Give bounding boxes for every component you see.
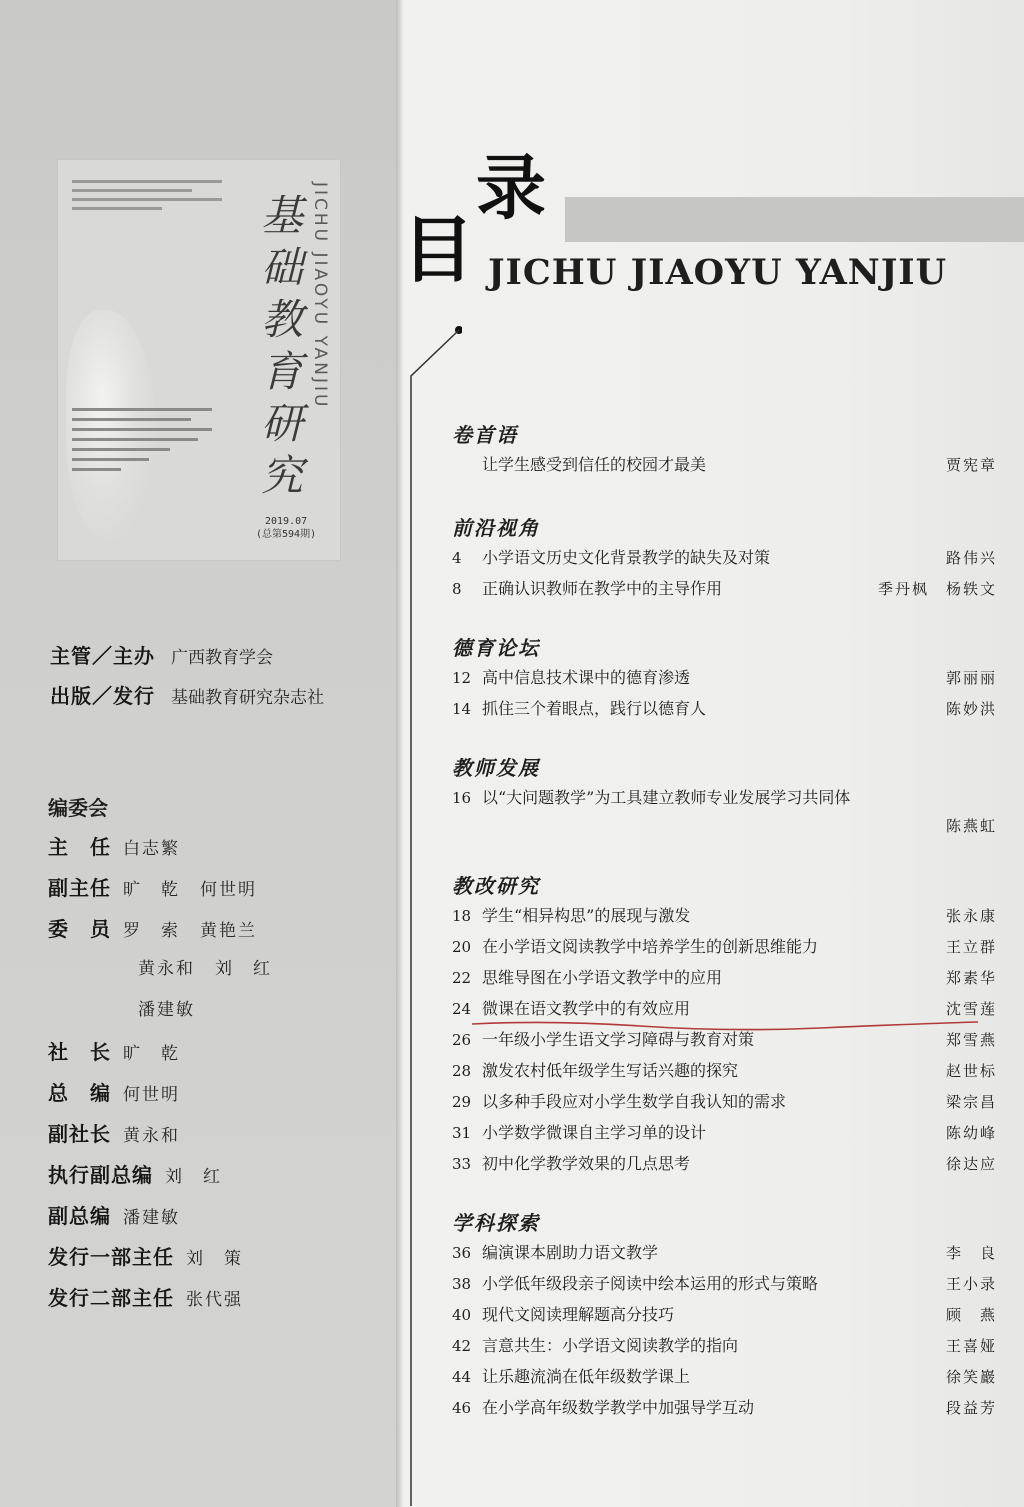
toc-page-number: 28	[452, 1062, 472, 1080]
toc-entry[interactable]	[452, 1302, 997, 1333]
cover-thumbnail	[58, 160, 340, 560]
board-name: 旷 乾	[123, 1044, 180, 1064]
board-names	[123, 1121, 200, 1146]
toc-entry[interactable]	[452, 965, 997, 996]
toc-page-number: 26	[452, 1031, 472, 1049]
toc-page-number: 24	[452, 1000, 472, 1018]
board-names	[123, 1080, 200, 1105]
toc-entry[interactable]	[452, 545, 997, 576]
board-names	[165, 1162, 242, 1187]
toc-page-number: 29	[452, 1093, 472, 1111]
board-names	[123, 1203, 200, 1228]
toc-article-title: 在小学语文阅读教学中培养学生的创新思维能力	[482, 937, 819, 956]
board-names	[186, 1285, 263, 1310]
toc-author: 郑雪燕	[945, 1031, 997, 1049]
toc-entry[interactable]	[452, 934, 997, 965]
toc-section-title: 教改研究	[452, 874, 540, 898]
toc-entry[interactable]	[452, 1395, 997, 1426]
toc-entry[interactable]	[452, 1151, 997, 1182]
header-char-lu: 录	[476, 147, 546, 229]
toc-author: 王小录	[945, 1275, 997, 1293]
board-name: 刘 红	[165, 1167, 222, 1187]
toc-section	[452, 418, 997, 505]
board-names	[123, 875, 277, 900]
toc-entry[interactable]	[452, 1333, 997, 1364]
toc-author: 路伟兴	[945, 549, 997, 567]
toc-article-title: 正确认识教师在教学中的主导作用	[482, 579, 723, 598]
cover-vertical-pinyin: JICHU JIAOYU YANJIU	[310, 182, 330, 410]
toc-gap	[452, 607, 997, 625]
cover-issue	[256, 515, 316, 541]
masthead-key: 主管／主办	[50, 644, 155, 668]
board-role: 副主任	[48, 876, 111, 900]
toc-entry[interactable]	[452, 903, 997, 934]
toc-author: 陈燕虹	[945, 817, 997, 835]
board-name: 黄永和	[138, 959, 195, 979]
board-row	[48, 1118, 292, 1159]
editorial-board	[48, 792, 292, 1323]
board-row	[48, 1077, 292, 1118]
board-rows	[48, 831, 292, 1323]
toc-page-number: 33	[452, 1155, 472, 1173]
masthead-value: 基础教育研究杂志社	[171, 688, 324, 708]
board-role: 委 员	[48, 917, 111, 941]
toc-article-title: 思维导图在小学语文教学中的应用	[482, 968, 723, 987]
board-role: 执行副总编	[48, 1163, 153, 1187]
masthead-key: 出版／发行	[50, 684, 155, 708]
toc-article-title: 小学数学微课自主学习单的设计	[482, 1123, 707, 1142]
board-name: 潘建敏	[123, 1208, 180, 1228]
toc-article-title: 让学生感受到信任的校园才最美	[482, 455, 707, 474]
toc-entry[interactable]	[452, 576, 997, 607]
board-names	[186, 1244, 263, 1269]
toc-section	[452, 631, 997, 745]
toc-author: 顾 燕	[945, 1306, 997, 1324]
toc-section-title: 学科探索	[452, 1211, 540, 1235]
header-pinyin: JICHU JIAOYU YANJIU	[488, 252, 948, 293]
toc-page-number: 31	[452, 1124, 472, 1142]
toc-author: 陈妙洪	[945, 700, 997, 718]
cover-issue-date: 2019.07	[264, 516, 308, 527]
toc-page-number: 46	[452, 1399, 472, 1417]
board-row	[48, 995, 292, 1036]
toc-article-title: 高中信息技术课中的德育渗透	[482, 668, 691, 687]
board-row	[48, 1282, 292, 1323]
board-name: 刘 红	[215, 959, 272, 979]
toc-entry[interactable]	[452, 1364, 997, 1395]
toc-article-title: 让乐趣流淌在低年级数学课上	[482, 1367, 691, 1386]
masthead-row	[50, 680, 324, 720]
toc-article-title: 激发农村低年级学生写话兴趣的探究	[482, 1061, 739, 1080]
board-names	[123, 834, 200, 859]
toc-entry[interactable]	[452, 665, 997, 696]
toc-author: 徐达应	[945, 1155, 997, 1173]
cover-blurb	[72, 408, 212, 478]
board-name: 黄艳兰	[200, 921, 257, 941]
toc-page-number: 18	[452, 907, 472, 925]
toc-author: 王喜娅	[945, 1337, 997, 1355]
cover-issue-total: (总第594期)	[256, 529, 317, 540]
toc-gap	[452, 727, 997, 745]
toc-entry[interactable]	[452, 696, 997, 727]
toc-page-number: 4	[452, 549, 462, 567]
toc-article-title: 以“大问题教学”为工具建立教师专业发展学习共同体	[482, 788, 851, 807]
board-name: 张代强	[186, 1290, 243, 1310]
header-bar	[565, 197, 1024, 242]
board-names	[123, 916, 277, 941]
toc-gap	[452, 1182, 997, 1200]
toc-article-title: 言意共生：小学语文阅读教学的指向	[482, 1336, 739, 1355]
toc-section	[452, 751, 997, 863]
board-row	[48, 1159, 292, 1200]
board-name: 旷 乾	[123, 880, 180, 900]
toc-entry[interactable]	[452, 452, 997, 483]
board-row	[48, 1036, 292, 1077]
board-title: 编委会	[48, 796, 108, 820]
board-name: 黄永和	[123, 1126, 180, 1146]
toc-author: 郑素华	[945, 969, 997, 987]
board-role: 总 编	[48, 1081, 111, 1105]
board-row	[48, 831, 292, 872]
board-names	[138, 954, 292, 979]
board-row	[48, 1200, 292, 1241]
toc-entry[interactable]	[452, 1240, 997, 1271]
masthead-row	[50, 640, 324, 680]
toc-page-number: 36	[452, 1244, 472, 1262]
board-name: 潘建敏	[138, 1000, 195, 1020]
toc-article-title: 小学低年级段亲子阅读中绘本运用的形式与策略	[482, 1274, 819, 1293]
toc-page-number: 40	[452, 1306, 472, 1324]
toc-author: 赵世标	[945, 1062, 997, 1080]
toc-article-title: 一年级小学生语文学习障碍与教育对策	[482, 1030, 755, 1049]
toc-entry[interactable]	[452, 1058, 997, 1089]
board-name: 何世明	[123, 1085, 180, 1105]
toc-author: 沈雪莲	[945, 1000, 997, 1018]
toc-author: 季丹枫 杨轶文	[877, 580, 997, 598]
board-row	[48, 872, 292, 913]
toc-author: 郭丽丽	[945, 669, 997, 687]
cover-calligraphy-title: 基础教育研究	[260, 191, 303, 500]
toc-page-number: 38	[452, 1275, 472, 1293]
board-role: 副社长	[48, 1122, 111, 1146]
toc-entry[interactable]	[452, 1089, 997, 1120]
board-name: 白志繁	[123, 839, 180, 859]
toc-author: 张永康	[945, 907, 997, 925]
toc-section	[452, 511, 997, 625]
toc-article-title: 抓住三个着眼点，践行以德育人	[482, 699, 707, 718]
toc-entry[interactable]	[452, 1271, 997, 1302]
toc-article-title: 现代文阅读理解题高分技巧	[482, 1305, 675, 1324]
toc-section	[452, 1206, 997, 1444]
board-names	[138, 995, 215, 1020]
toc-article-title: 小学语文历史文化背景教学的缺失及对策	[482, 548, 771, 567]
toc-author: 段益芳	[945, 1399, 997, 1417]
toc-gap	[452, 845, 997, 863]
toc-author: 徐笑巖	[945, 1368, 997, 1386]
toc-article-title: 微课在语文教学中的有效应用	[482, 999, 691, 1018]
toc-entry[interactable]	[452, 1120, 997, 1151]
board-row	[48, 913, 292, 954]
toc-article-title: 在小学高年级数学教学中加强导学互动	[482, 1398, 755, 1417]
board-names	[123, 1039, 200, 1064]
board-role: 发行二部主任	[48, 1286, 174, 1310]
masthead-value: 广西教育学会	[171, 648, 273, 668]
header-char-mu: 目	[402, 208, 475, 292]
toc-section-title: 前沿视角	[452, 516, 540, 540]
board-role: 副总编	[48, 1204, 111, 1228]
toc-section-title: 德育论坛	[452, 636, 540, 660]
board-name: 何世明	[200, 880, 257, 900]
toc-page-number: 12	[452, 669, 472, 687]
toc-author: 梁宗昌	[945, 1093, 997, 1111]
masthead	[50, 640, 324, 720]
toc-page-number: 42	[452, 1337, 472, 1355]
toc-author: 陈幼峰	[945, 1124, 997, 1142]
toc-page-number: 14	[452, 700, 472, 718]
toc-article-title: 以多种手段应对小学生数学自我认知的需求	[482, 1092, 787, 1111]
board-row	[48, 954, 292, 995]
toc-page-number: 22	[452, 969, 472, 987]
toc-entry[interactable]	[452, 785, 997, 845]
toc-gap	[452, 483, 997, 505]
toc-section-title: 卷首语	[452, 423, 518, 447]
toc-gap	[452, 1426, 997, 1444]
toc-section-title: 教师发展	[452, 756, 540, 780]
toc-page-number: 44	[452, 1368, 472, 1386]
toc-article-title: 初中化学教学效果的几点思考	[482, 1154, 691, 1173]
toc-page-number: 16	[452, 789, 472, 807]
board-role: 主 任	[48, 835, 111, 859]
board-row	[48, 1241, 292, 1282]
toc-author: 贾宪章	[945, 456, 997, 474]
table-of-contents	[452, 412, 997, 1444]
toc-article-title: 编演课本剧助力语文教学	[482, 1243, 659, 1262]
toc-page-number: 8	[452, 580, 462, 598]
toc-article-title: 学生“相异构思”的展现与激发	[482, 906, 691, 925]
toc-author: 王立群	[945, 938, 997, 956]
toc-page-number: 20	[452, 938, 472, 956]
board-role: 发行一部主任	[48, 1245, 174, 1269]
board-role: 社 长	[48, 1040, 111, 1064]
cover-fineprint	[72, 180, 222, 216]
toc-author: 李 良	[945, 1244, 997, 1262]
board-name: 刘 策	[186, 1249, 243, 1269]
board-name: 罗 索	[123, 921, 180, 941]
pen-underline-mark	[470, 1016, 980, 1036]
